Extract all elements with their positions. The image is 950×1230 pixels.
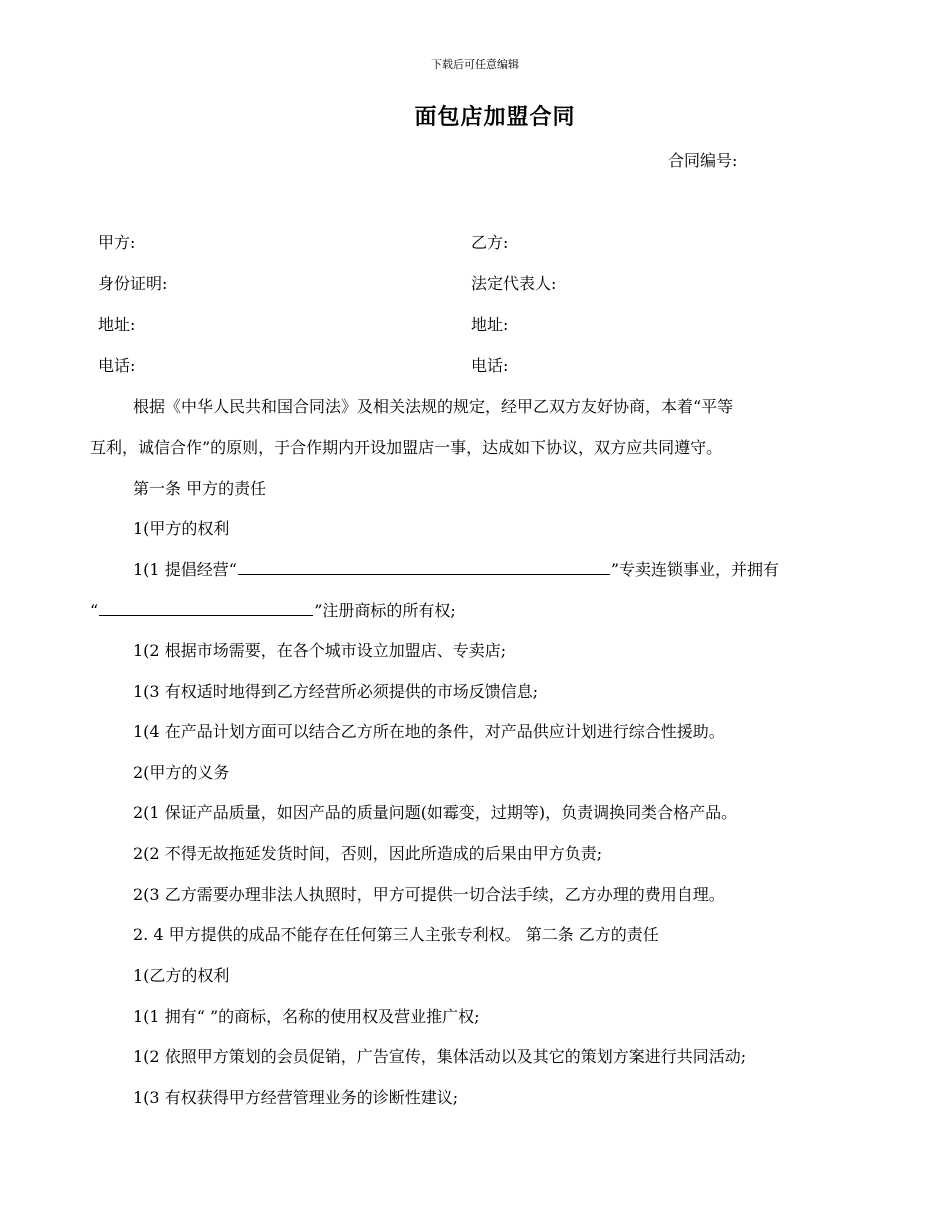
contract-number-label: 合同编号: [668, 151, 738, 170]
clause-1-1-prefix: 1(1 提倡经营“ [133, 560, 237, 579]
document-title: 面包店加盟合同 [414, 104, 576, 130]
party-b-address-label: 地址: [471, 315, 509, 334]
party-a-id-label: 身份证明: [98, 274, 168, 293]
clause-1-1-open-quote: “ [90, 601, 99, 620]
party-b-rights-heading: 1(乙方的权利 [133, 966, 230, 985]
party-a-address-label: 地址: [98, 315, 136, 334]
clause-b-1-2: 1(2 依照甲方策划的会员促销，广告宣传，集体活动以及其它的策划方案进行共同活动; [133, 1047, 747, 1066]
clause-1-3: 1(3 有权适时地得到乙方经营所必须提供的市场反馈信息; [133, 682, 539, 701]
clause-1-2: 1(2 根据市场需要，在各个城市设立加盟店、专卖店; [133, 641, 507, 660]
party-b-phone-label: 电话: [471, 356, 509, 375]
clause-1-1-line-2-suffix: ”注册商标的所有权; [314, 601, 456, 620]
preamble-line-1: 根据《中华人民共和国合同法》及相关法规的规定，经甲乙双方友好协商，本着“平等 [133, 397, 734, 416]
clause-b-1-3: 1(3 有权获得甲方经营管理业务的诊断性建议; [133, 1088, 459, 1107]
clause-1-1-line-2 [90, 598, 456, 621]
party-a-rights-heading: 1(甲方的权利 [133, 519, 230, 538]
party-a-name-label: 甲方: [98, 233, 136, 252]
clause-2-3: 2(3 乙方需要办理非法人执照时，甲方可提供一切合法手续，乙方办理的费用自理。 [133, 885, 725, 904]
clause-b-1-1: 1(1 拥有“ ”的商标，名称的使用权及营业推广权; [133, 1007, 480, 1026]
clause-2-2: 2(2 不得无故拖延发货时间，否则，因此所造成的后果由甲方负责; [133, 844, 603, 863]
party-a-phone-label: 电话: [98, 356, 136, 375]
party-a-duties-heading: 2(甲方的义务 [133, 763, 230, 782]
party-b-rep-label: 法定代表人: [471, 274, 557, 293]
trademark-blank[interactable] [99, 601, 313, 616]
clause-1-4: 1(4 在产品计划方面可以结合乙方所在地的条件，对产品供应计划进行综合性援助。 [133, 722, 725, 741]
article-1-title: 第一条 甲方的责任 [133, 479, 267, 498]
preamble-line-2: 互利，诚信合作”的原则，于合作期内开设加盟店一事，达成如下协议，双方应共同遵守。 [90, 438, 723, 457]
clause-2-1: 2(1 保证产品质量，如因产品的质量问题(如霉变，过期等)，负责调换同类合格产品。 [133, 803, 738, 822]
clause-1-1-suffix: ”专卖连锁事业，并拥有 [610, 560, 780, 579]
clause-2-4: 2. 4 甲方提供的成品不能存在任何第三人主张专利权。 第二条 乙方的责任 [133, 925, 659, 944]
clause-1-1 [133, 557, 779, 580]
party-b-name-label: 乙方: [471, 233, 509, 252]
header-note: 下载后可任意编辑 [431, 58, 519, 71]
brand-name-blank[interactable] [238, 560, 610, 575]
